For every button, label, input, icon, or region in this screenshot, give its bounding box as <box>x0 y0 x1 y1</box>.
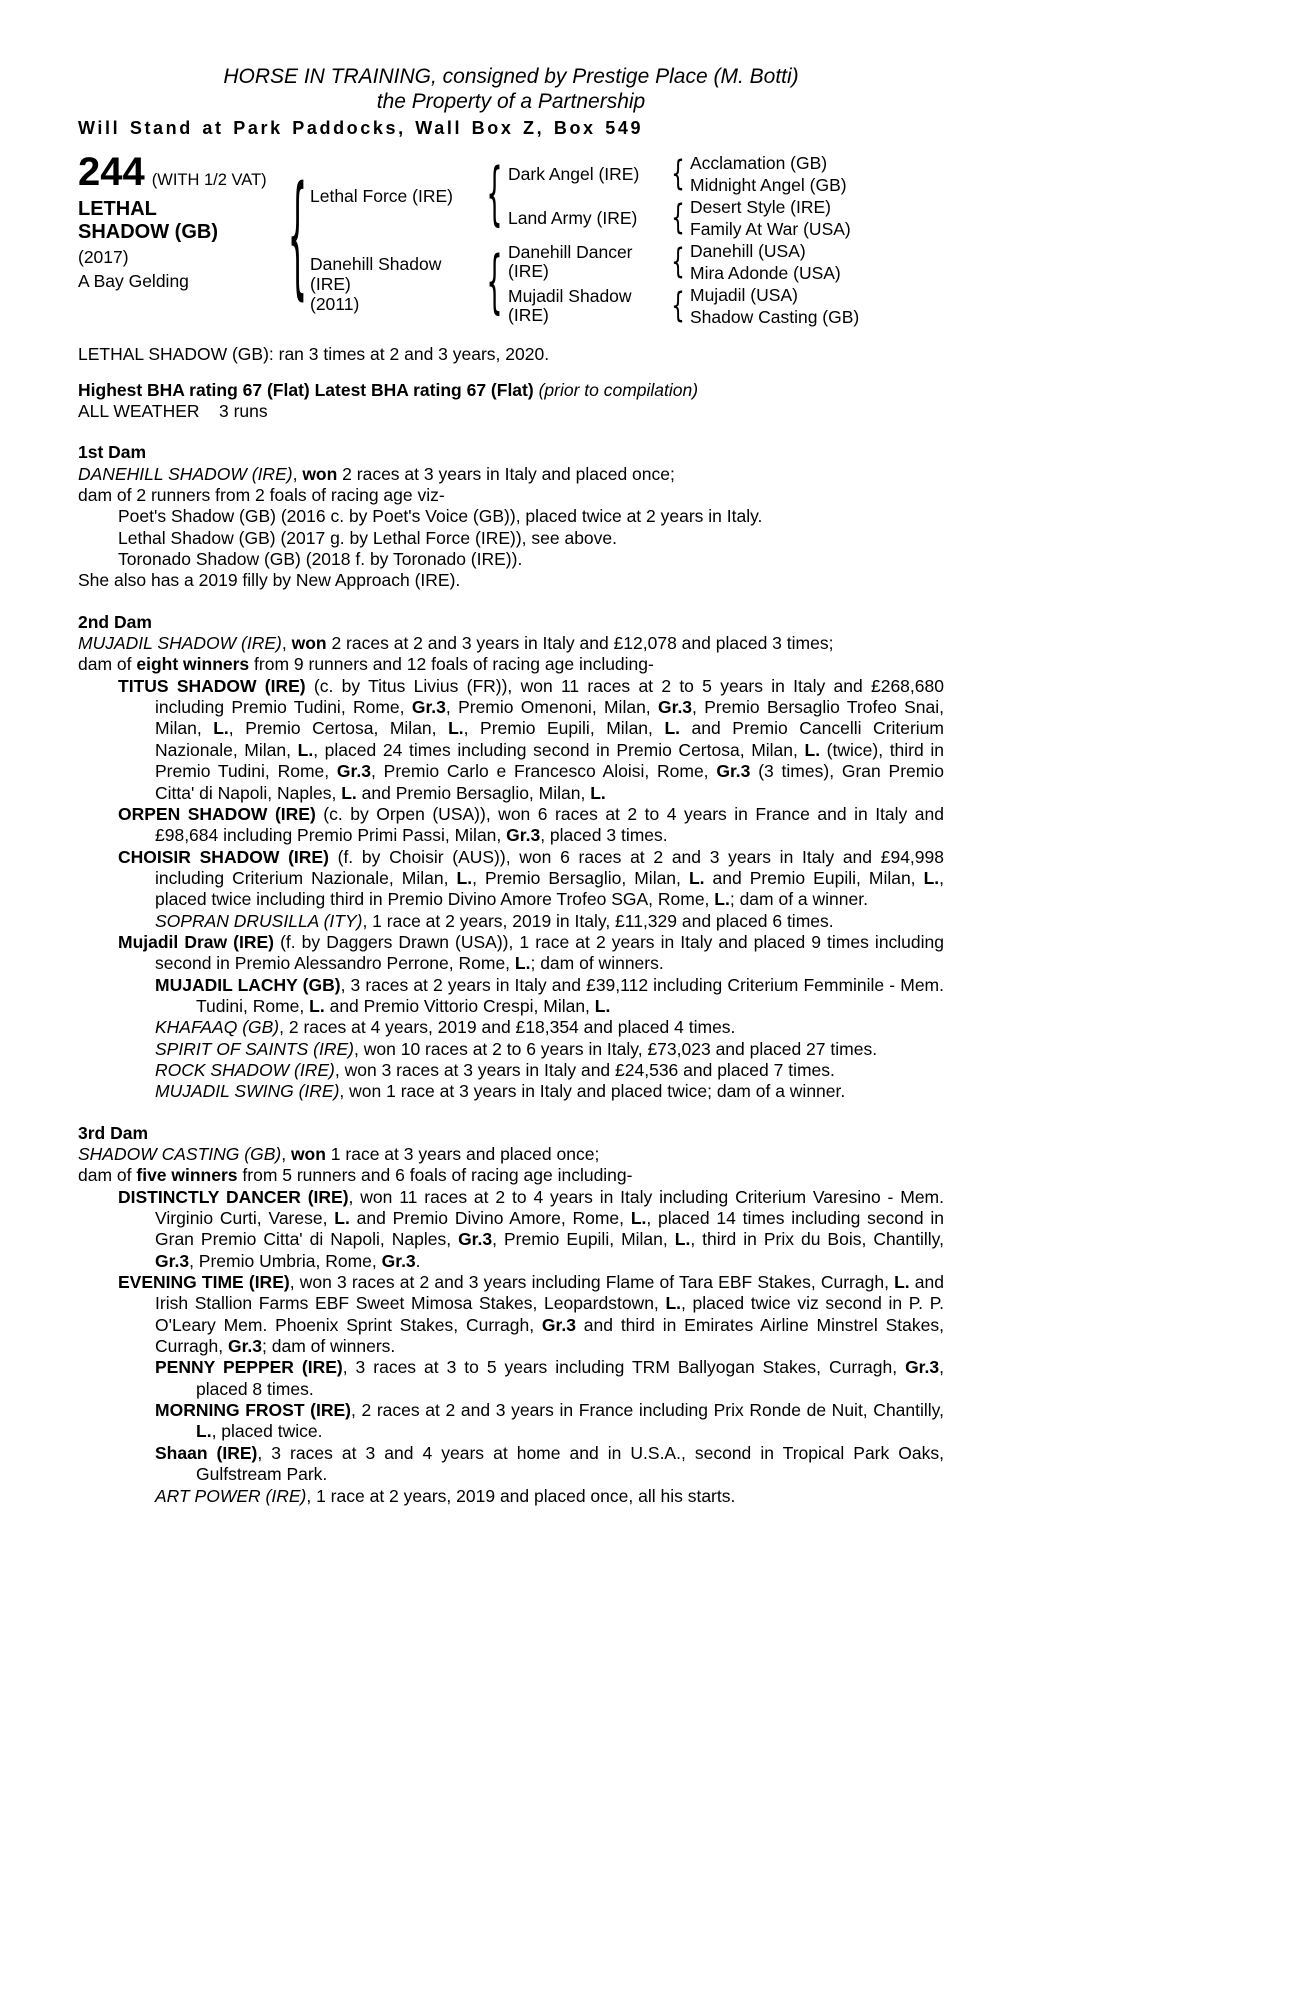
all-weather-line: ALL WEATHER 3 runs <box>78 401 268 422</box>
progeny-titus-shadow: TITUS SHADOW (IRE) (c. by Titus Livius (FR)), won 11 races at 2 to 5 years in Italy and £268,680 including Premio Tudini, Rome, Gr.3, Premio Omenoni, Milan, Gr.3, Premio Bersaglio Trofeo Snai, Milan, L., Premio Certosa, Milan, L., Premio Eupili, Milan, L. and Premio Cancelli Criterium Nazionale, Milan, L., placed 24 times including second in Premio Certosa, Milan, L. (twice), third in Premio Tudini, Rome, Gr.3, Premio Carlo e Francesco Aloisi, Rome, Gr.3 (3 times), Gran Premio Citta' di Napoli, Naples, L. and Premio Bersaglio, Milan, L. <box>118 675 945 803</box>
first-dam-intro: DANEHILL SHADOW (IRE), won 2 races at 3 years in Italy and placed once; <box>78 463 675 484</box>
horse-name: LETHAL SHADOW (GB) <box>78 198 218 244</box>
pedigree-table <box>78 152 944 328</box>
sire-dam-dam-name: Family At War (USA) <box>690 219 851 240</box>
progeny-mujadil-draw: Mujadil Draw (IRE) (f. by Daggers Drawn (USA)), 1 race at 2 years in Italy and placed 9 times including second in Premio Alessandro Perrone, Rome, L.; dam of winners. <box>118 931 945 974</box>
dam-year: (2011) <box>310 294 360 315</box>
sire-cell <box>310 186 482 206</box>
second-dam-heading: 2nd Dam <box>78 611 152 632</box>
sire-line <box>310 152 859 240</box>
sire-dam-sire-name: Desert Style (IRE) <box>690 197 831 218</box>
dam-dam-group <box>508 284 859 328</box>
sire-dam-group <box>508 196 851 240</box>
progeny-penny-pepper: PENNY PEPPER (IRE), 3 races at 3 to 5 years including TRM Ballyogan Stakes, Curragh, Gr.3, placed 8 times. <box>155 1357 944 1399</box>
progeny-sopran-drusilla: SOPRAN DRUSILLA (ITY), 1 race at 2 years, 2019 in Italy, £11,329 and placed 6 times. <box>155 910 834 931</box>
progeny-choisir-shadow: CHOISIR SHADOW (IRE) (f. by Choisir (AUS)), won 6 races at 2 and 3 years in Italy and £94,998 including Criterium Nazionale, Milan, L., Premio Bersaglio, Milan, L. and Premio Eupili, Milan, L., placed twice including third in Premio Divino Amore Trofeo SGA, Rome, L.; dam of a winner. <box>118 846 944 910</box>
progeny-poets-shadow: Poet's Shadow (GB) (2016 c. by Poet's Voice (GB)), placed twice at 2 years in Italy. <box>118 506 763 527</box>
dam-sire-brace: { <box>671 240 685 282</box>
third-dam-produce-note: dam of five winners from 5 runners and 6 foals of racing age including- <box>78 1165 633 1186</box>
first-dam-heading: 1st Dam <box>78 442 147 463</box>
lot-block <box>78 152 284 328</box>
sire-sire-sire-name: Acclamation (GB) <box>690 153 828 174</box>
dam-name: Danehill Shadow (IRE) <box>310 254 442 295</box>
first-dam-extra-note: She also has a 2019 filly by New Approach (IRE). <box>78 570 461 591</box>
dam-sire-name: Danehill Dancer (IRE) <box>508 242 633 282</box>
dam-sire-sire-name: Danehill (USA) <box>690 241 806 262</box>
lot-number: 244 <box>78 150 145 195</box>
progeny-morning-frost: MORNING FROST (IRE), 2 races at 2 and 3 years in France including Prix Ronde de Nuit, Chantilly, L., placed twice. <box>155 1400 944 1442</box>
lot-line <box>78 150 284 195</box>
progeny-rock-shadow: ROCK SHADOW (IRE), won 3 races at 3 years in Italy and £24,536 and placed 7 times. <box>155 1059 835 1080</box>
pedigree-tree <box>310 152 859 328</box>
dam-brace: { <box>486 242 504 323</box>
second-dam-intro: MUJADIL SHADOW (IRE), won 2 races at 2 and 3 years in Italy and £12,078 and placed 3 times; <box>78 633 834 654</box>
dam-sire-group <box>508 240 859 284</box>
page-content <box>78 64 944 1507</box>
dam-sire-dam-name: Mira Adonde (USA) <box>690 263 841 284</box>
progeny-shaan: Shaan (IRE), 3 races at 3 and 4 years at home and in U.S.A., second in Tropical Park Oaks, Gulfstream Park. <box>155 1442 944 1485</box>
sire-sire-name: Dark Angel (IRE) <box>508 163 640 184</box>
progeny-spirit-of-saints: SPIRIT OF SAINTS (IRE), won 10 races at 2 to 6 years in Italy, £73,023 and placed 27 times. <box>155 1038 878 1059</box>
vat-note: (WITH 1/2 VAT) <box>151 171 267 190</box>
sire-sire-group <box>508 152 851 196</box>
progeny-mujadil-swing: MUJADIL SWING (IRE), won 1 race at 3 years in Italy and placed twice; dam of a winner. <box>155 1081 846 1102</box>
dam-dam-sire-name: Mujadil (USA) <box>690 285 798 306</box>
record-summary: LETHAL SHADOW (GB): ran 3 times at 2 and 3 years, 2020. <box>78 344 550 365</box>
third-dam-heading: 3rd Dam <box>78 1122 149 1143</box>
dam-dam-name: Mujadil Shadow (IRE) <box>508 286 632 326</box>
sire-sire-brace: { <box>671 152 685 194</box>
dam-line <box>310 240 859 328</box>
gen1-brace: { <box>287 162 307 315</box>
progeny-art-power: ART POWER (IRE), 1 race at 2 years, 2019 and placed once, all his starts. <box>155 1485 736 1506</box>
progeny-evening-time: EVENING TIME (IRE), won 3 races at 2 and 3 years including Flame of Tara EBF Stakes, Curragh, L. and Irish Stallion Farms EBF Sweet Mimosa Stakes, Leopardstown, L., placed twice viz second in P. P. O'Leary Mem. Phoenix Sprint Stakes, Curragh, Gr.3 and third in Emirates Airline Minstrel Stakes, Curragh, Gr.3; dam of winners. <box>118 1272 945 1357</box>
sire-dam-name: Land Army (IRE) <box>508 207 638 228</box>
progeny-mujadil-lachy: MUJADIL LACHY (GB), 3 races at 2 years in Italy and £39,112 including Criterium Femminile - Mem. Tudini, Rome, L. and Premio Vittorio Crespi, Milan, L. <box>155 974 944 1016</box>
progeny-orpen-shadow: ORPEN SHADOW (IRE) (c. by Orpen (USA)), won 6 races at 2 to 4 years in France and in Italy and £98,684 including Premio Primi Passi, Milan, Gr.3, placed 3 times. <box>118 803 944 846</box>
sire-dam-brace: { <box>671 196 685 238</box>
catalogue-text <box>78 344 944 1507</box>
third-dam-intro: SHADOW CASTING (GB), won 1 race at 3 years and placed once; <box>78 1144 600 1165</box>
progeny-lethal-shadow: Lethal Shadow (GB) (2017 g. by Lethal Force (IRE)), see above. <box>118 527 618 548</box>
property-line: the Property of a Partnership <box>376 90 646 114</box>
sire-name: Lethal Force (IRE) <box>310 186 453 207</box>
sire-brace: { <box>486 154 504 235</box>
second-dam-produce-note: dam of eight winners from 9 runners and 12 foals of racing age including- <box>78 654 654 675</box>
progeny-distinctly-dancer: DISTINCTLY DANCER (IRE), won 11 races at 2 to 4 years in Italy including Criterium Varesino - Mem. Virginio Curti, Varese, L. and Premio Divino Amore, Rome, L., placed 14 times including second in Gran Premio Citta' di Napoli, Naples, Gr.3, Premio Eupili, Milan, L., third in Prix du Bois, Chantilly, Gr.3, Premio Umbria, Rome, Gr.3. <box>118 1186 944 1271</box>
progeny-khafaaq: KHAFAAQ (GB), 2 races at 4 years, 2019 and £18,354 and placed 4 times. <box>155 1017 736 1038</box>
stand-location-line: Will Stand at Park Paddocks, Wall Box Z, Box 549 <box>78 118 644 139</box>
bha-rating-line: Highest BHA rating 67 (Flat) Latest BHA rating 67 (Flat) (prior to compilation) <box>78 379 699 400</box>
progeny-toronado-shadow: Toronado Shadow (GB) (2018 f. by Toronado (IRE)). <box>118 549 523 570</box>
dam-dam-dam-name: Shadow Casting (GB) <box>690 307 860 328</box>
first-dam-produce-note: dam of 2 runners from 2 foals of racing age viz- <box>78 485 445 506</box>
foal-year: (2017) <box>78 247 129 268</box>
sire-sire-dam-name: Midnight Angel (GB) <box>690 175 847 196</box>
horse-description: A Bay Gelding <box>78 270 189 291</box>
dam-dam-brace: { <box>671 284 685 326</box>
consignment-title: HORSE IN TRAINING, consigned by Prestige Place (M. Botti) <box>223 65 799 88</box>
dam-cell <box>310 254 482 314</box>
